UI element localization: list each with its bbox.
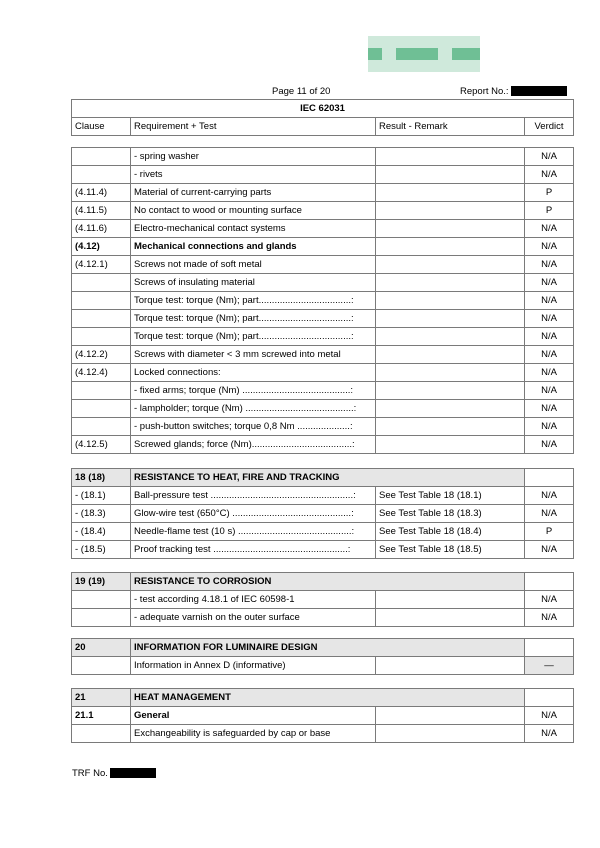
table-row xyxy=(72,346,574,364)
result-cell xyxy=(376,418,525,436)
logo-cell xyxy=(382,48,396,60)
result-cell xyxy=(376,591,525,609)
requirement-cell: Needle-flame test (10 s) ...........................................: xyxy=(131,523,376,541)
table-row xyxy=(72,274,574,292)
table-row xyxy=(72,166,574,184)
clause-cell xyxy=(72,400,131,418)
requirement-cell: Mechanical connections and glands xyxy=(131,238,376,256)
result-cell xyxy=(376,657,525,675)
clause-cell: - (18.5) xyxy=(72,541,131,559)
result-cell xyxy=(376,382,525,400)
requirement-cell: Material of current-carrying parts xyxy=(131,184,376,202)
logo-cell xyxy=(452,60,466,72)
clause-cell xyxy=(72,418,131,436)
section-verdict xyxy=(525,639,574,657)
clause-cell xyxy=(72,148,131,166)
logo-cell xyxy=(382,36,396,48)
clause-cell: (4.11.5) xyxy=(72,202,131,220)
result-cell xyxy=(376,609,525,627)
result-cell xyxy=(376,202,525,220)
verdict-cell: N/A xyxy=(525,238,574,256)
requirement-cell: - spring washer xyxy=(131,148,376,166)
clause-cell: (4.12.1) xyxy=(72,256,131,274)
logo-cell xyxy=(466,36,480,48)
logo-cell xyxy=(438,48,452,60)
clause-cell xyxy=(72,328,131,346)
requirement-cell: General xyxy=(131,707,376,725)
clause-table xyxy=(71,688,574,743)
table-row xyxy=(72,202,574,220)
clause-cell xyxy=(72,292,131,310)
logo-cell xyxy=(438,36,452,48)
result-cell xyxy=(376,725,525,743)
result-cell xyxy=(376,256,525,274)
clause-table xyxy=(71,572,574,627)
table-row xyxy=(72,591,574,609)
clause-cell: (4.12.5) xyxy=(72,436,131,454)
clause-cell xyxy=(72,725,131,743)
redacted-trf-number xyxy=(110,768,156,778)
result-cell: See Test Table 18 (18.1) xyxy=(376,487,525,505)
requirement-cell: No contact to wood or mounting surface xyxy=(131,202,376,220)
section-clause: 19 (19) xyxy=(72,573,131,591)
column-header-clause: Clause xyxy=(72,118,131,136)
clause-cell: (4.12) xyxy=(72,238,131,256)
requirement-cell: Screwed glands; force (Nm)......................................: xyxy=(131,436,376,454)
logo-cell xyxy=(424,60,438,72)
verdict-cell: N/A xyxy=(525,725,574,743)
report-number-label: Report No.: xyxy=(460,86,509,97)
logo-cell xyxy=(424,48,438,60)
logo-cell xyxy=(424,36,438,48)
clause-cell: (4.11.4) xyxy=(72,184,131,202)
logo-cell xyxy=(452,48,466,60)
verdict-cell: N/A xyxy=(525,541,574,559)
result-cell xyxy=(376,328,525,346)
verdict-cell: P xyxy=(525,184,574,202)
section-heading-row xyxy=(72,639,574,657)
table-row xyxy=(72,487,574,505)
logo-cell xyxy=(368,36,382,48)
section-clause: 20 xyxy=(72,639,131,657)
verdict-cell: N/A xyxy=(525,364,574,382)
table-row xyxy=(72,505,574,523)
table-row xyxy=(72,657,574,675)
clause-cell xyxy=(72,166,131,184)
requirement-cell: Ball-pressure test ......................................................: xyxy=(131,487,376,505)
logo-cell xyxy=(410,60,424,72)
result-cell xyxy=(376,166,525,184)
table-row xyxy=(72,328,574,346)
clause-cell: - (18.1) xyxy=(72,487,131,505)
result-cell: See Test Table 18 (18.4) xyxy=(376,523,525,541)
table-row xyxy=(72,148,574,166)
table-row xyxy=(72,184,574,202)
requirement-cell: - test according 4.18.1 of IEC 60598-1 xyxy=(131,591,376,609)
requirement-cell: - rivets xyxy=(131,166,376,184)
requirement-cell: Electro-mechanical contact systems xyxy=(131,220,376,238)
table-row xyxy=(72,256,574,274)
requirement-cell: Screws not made of soft metal xyxy=(131,256,376,274)
clause-cell xyxy=(72,274,131,292)
table-row xyxy=(72,310,574,328)
result-cell xyxy=(376,436,525,454)
clause-cell xyxy=(72,310,131,328)
verdict-cell: P xyxy=(525,523,574,541)
result-cell xyxy=(376,274,525,292)
clause-cell: (4.12.2) xyxy=(72,346,131,364)
trf-number-label: TRF No. xyxy=(72,768,108,779)
section-title: INFORMATION FOR LUMINAIRE DESIGN xyxy=(131,639,525,657)
verdict-cell: N/A xyxy=(525,310,574,328)
verdict-cell: N/A xyxy=(525,418,574,436)
logo-cell xyxy=(396,48,410,60)
footer xyxy=(72,768,156,779)
verdict-cell: N/A xyxy=(525,328,574,346)
section-clause: 21 xyxy=(72,689,131,707)
logo-cell xyxy=(452,36,466,48)
result-cell xyxy=(376,310,525,328)
verdict-cell: N/A xyxy=(525,609,574,627)
column-header-verdict: Verdict xyxy=(525,118,574,136)
verdict-cell: N/A xyxy=(525,382,574,400)
section-verdict xyxy=(525,469,574,487)
result-cell xyxy=(376,220,525,238)
requirement-cell: Proof tracking test ...................................................: xyxy=(131,541,376,559)
requirement-cell: Torque test: torque (Nm); part...................................: xyxy=(131,292,376,310)
section-heading-row xyxy=(72,469,574,487)
result-cell xyxy=(376,346,525,364)
result-cell xyxy=(376,364,525,382)
verdict-cell: N/A xyxy=(525,148,574,166)
report-number xyxy=(460,86,567,97)
table-row xyxy=(72,220,574,238)
logo-cell xyxy=(410,36,424,48)
result-cell xyxy=(376,707,525,725)
verdict-cell: N/A xyxy=(525,256,574,274)
verdict-cell: N/A xyxy=(525,400,574,418)
table-row xyxy=(72,364,574,382)
requirement-cell: Locked connections: xyxy=(131,364,376,382)
table-row xyxy=(72,707,574,725)
redacted-report-number xyxy=(511,86,567,96)
logo-cell xyxy=(396,36,410,48)
clause-cell xyxy=(72,591,131,609)
logo-cell xyxy=(466,48,480,60)
clause-table xyxy=(71,147,574,454)
table-row xyxy=(72,436,574,454)
verdict-cell: N/A xyxy=(525,346,574,364)
table-row xyxy=(72,418,574,436)
clause-cell xyxy=(72,657,131,675)
requirement-cell: Exchangeability is safeguarded by cap or base xyxy=(131,725,376,743)
logo-cell xyxy=(438,60,452,72)
verdict-cell: P xyxy=(525,202,574,220)
logo-cell xyxy=(396,60,410,72)
result-cell xyxy=(376,184,525,202)
verdict-cell: N/A xyxy=(525,274,574,292)
logo-cell xyxy=(368,60,382,72)
section-verdict xyxy=(525,573,574,591)
clause-cell: (4.11.6) xyxy=(72,220,131,238)
page-number: Page 11 of 20 xyxy=(272,86,331,97)
logo-cell xyxy=(466,60,480,72)
requirement-cell: - lampholder; torque (Nm) .........................................: xyxy=(131,400,376,418)
verdict-cell: N/A xyxy=(525,166,574,184)
table-row xyxy=(72,238,574,256)
section-heading-row xyxy=(72,573,574,591)
page-header xyxy=(72,86,572,98)
result-cell: See Test Table 18 (18.3) xyxy=(376,505,525,523)
column-header-result: Result - Remark xyxy=(376,118,525,136)
verdict-cell: N/A xyxy=(525,591,574,609)
table-row xyxy=(72,725,574,743)
section-title: RESISTANCE TO CORROSION xyxy=(131,573,525,591)
result-cell xyxy=(376,400,525,418)
report-header-table xyxy=(71,99,574,136)
requirement-cell: Glow-wire test (650°C) .............................................: xyxy=(131,505,376,523)
section-heading-row xyxy=(72,689,574,707)
table-row xyxy=(72,523,574,541)
table-row xyxy=(72,541,574,559)
column-header-requirement: Requirement + Test xyxy=(131,118,376,136)
table-row xyxy=(72,609,574,627)
clause-cell: 21.1 xyxy=(72,707,131,725)
table-row xyxy=(72,400,574,418)
verdict-cell: N/A xyxy=(525,436,574,454)
requirement-cell: Torque test: torque (Nm); part...................................: xyxy=(131,328,376,346)
clause-table xyxy=(71,468,574,559)
company-logo xyxy=(368,36,480,72)
result-cell xyxy=(376,292,525,310)
requirement-cell: Information in Annex D (informative) xyxy=(131,657,376,675)
section-verdict xyxy=(525,689,574,707)
logo-cell xyxy=(382,60,396,72)
verdict-cell: — xyxy=(525,657,574,675)
table-row xyxy=(72,382,574,400)
clause-cell: - (18.4) xyxy=(72,523,131,541)
requirement-cell: Torque test: torque (Nm); part...................................: xyxy=(131,310,376,328)
result-cell: See Test Table 18 (18.5) xyxy=(376,541,525,559)
table-row xyxy=(72,292,574,310)
clause-cell: - (18.3) xyxy=(72,505,131,523)
clause-table xyxy=(71,638,574,675)
logo-cell xyxy=(410,48,424,60)
clause-cell xyxy=(72,382,131,400)
result-cell xyxy=(376,238,525,256)
verdict-cell: N/A xyxy=(525,505,574,523)
verdict-cell: N/A xyxy=(525,292,574,310)
section-title: HEAT MANAGEMENT xyxy=(131,689,525,707)
result-cell xyxy=(376,148,525,166)
clause-cell xyxy=(72,609,131,627)
section-clause: 18 (18) xyxy=(72,469,131,487)
requirement-cell: - adequate varnish on the outer surface xyxy=(131,609,376,627)
requirement-cell: - fixed arms; torque (Nm) .........................................: xyxy=(131,382,376,400)
logo-cell xyxy=(368,48,382,60)
standard-title: IEC 62031 xyxy=(72,100,574,118)
verdict-cell: N/A xyxy=(525,707,574,725)
clause-cell: (4.12.4) xyxy=(72,364,131,382)
requirement-cell: - push-button switches; torque 0,8 Nm ....................: xyxy=(131,418,376,436)
requirement-cell: Screws of insulating material xyxy=(131,274,376,292)
section-title: RESISTANCE TO HEAT, FIRE AND TRACKING xyxy=(131,469,525,487)
verdict-cell: N/A xyxy=(525,220,574,238)
verdict-cell: N/A xyxy=(525,487,574,505)
requirement-cell: Screws with diameter < 3 mm screwed into metal xyxy=(131,346,376,364)
